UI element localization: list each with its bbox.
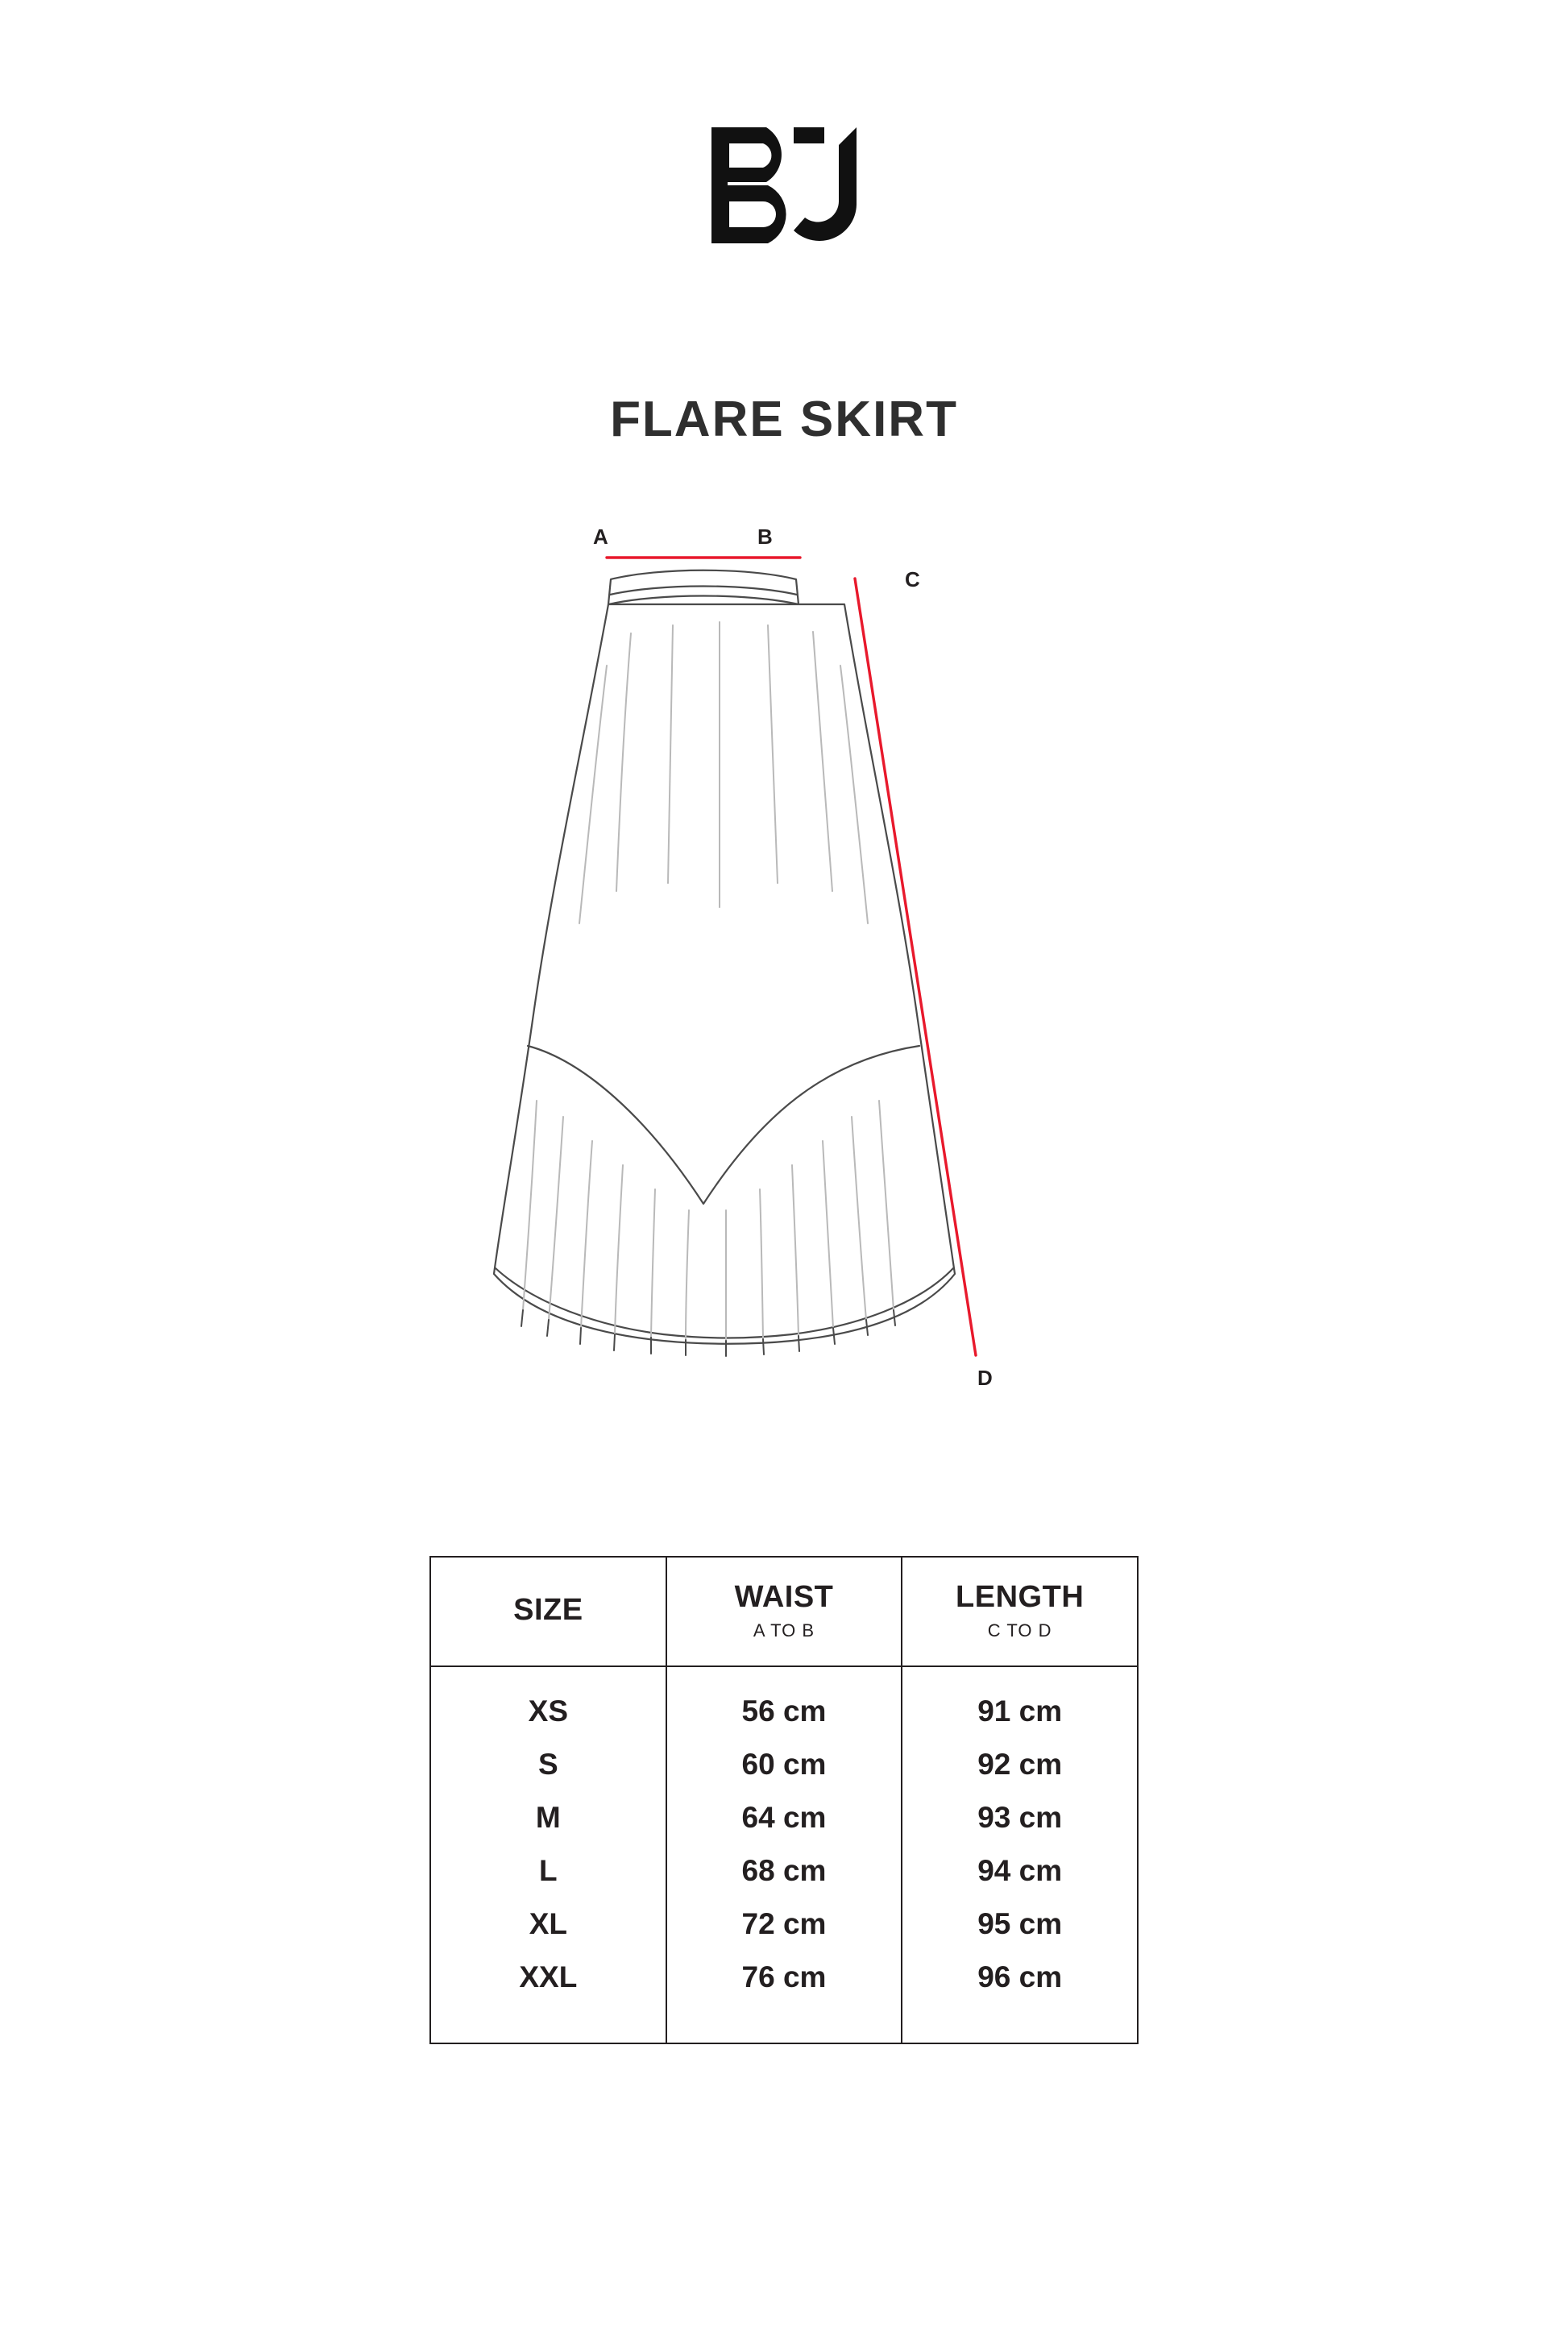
- cell-size: M: [430, 1791, 666, 1844]
- page-title: FLARE SKIRT: [610, 392, 958, 447]
- header-length-label: LENGTH: [956, 1580, 1085, 1614]
- cell-length: 92 cm: [902, 1738, 1138, 1791]
- header-length: [902, 1557, 1138, 1666]
- header-size: [430, 1557, 666, 1666]
- size-table-head: [430, 1557, 1138, 1666]
- size-table-wrapper: [429, 1556, 1139, 2044]
- cell-length: 91 cm: [902, 1666, 1138, 1738]
- cell-length: 93 cm: [902, 1791, 1138, 1844]
- label-d: D: [977, 1366, 993, 1390]
- cell-size: XL: [430, 1898, 666, 1951]
- header-waist-sublabel: A TO B: [753, 1620, 815, 1641]
- table-row: [430, 1898, 1138, 1951]
- label-c: C: [905, 567, 921, 591]
- brand-logo: [703, 121, 865, 250]
- size-table-body: [430, 1666, 1138, 2043]
- skirt-illustration-svg: [341, 504, 1227, 1495]
- header-waist: [666, 1557, 902, 1666]
- cell-size: L: [430, 1844, 666, 1898]
- table-header-row: [430, 1557, 1138, 1666]
- table-row: [430, 1738, 1138, 1791]
- header-length-sublabel: C TO D: [987, 1620, 1052, 1641]
- table-row: [430, 1951, 1138, 2043]
- cell-size: XS: [430, 1666, 666, 1738]
- bj-logo-icon: [703, 121, 865, 250]
- cell-size: S: [430, 1738, 666, 1791]
- cell-length: 96 cm: [902, 1951, 1138, 2043]
- cell-length: 94 cm: [902, 1844, 1138, 1898]
- table-row: [430, 1844, 1138, 1898]
- cell-waist: 72 cm: [666, 1898, 902, 1951]
- cell-waist: 76 cm: [666, 1951, 902, 2043]
- cell-size: XXL: [430, 1951, 666, 2043]
- cell-length: 95 cm: [902, 1898, 1138, 1951]
- cell-waist: 64 cm: [666, 1791, 902, 1844]
- table-row: [430, 1791, 1138, 1844]
- flare-skirt-diagram: [341, 504, 1227, 1495]
- cell-waist: 68 cm: [666, 1844, 902, 1898]
- header-size-label: SIZE: [513, 1593, 583, 1627]
- cell-waist: 56 cm: [666, 1666, 902, 1738]
- label-a: A: [593, 525, 609, 549]
- cell-waist: 60 cm: [666, 1738, 902, 1791]
- size-table: [429, 1556, 1139, 2044]
- label-b: B: [757, 525, 774, 549]
- table-row: [430, 1666, 1138, 1738]
- header-waist-label: WAIST: [734, 1580, 834, 1614]
